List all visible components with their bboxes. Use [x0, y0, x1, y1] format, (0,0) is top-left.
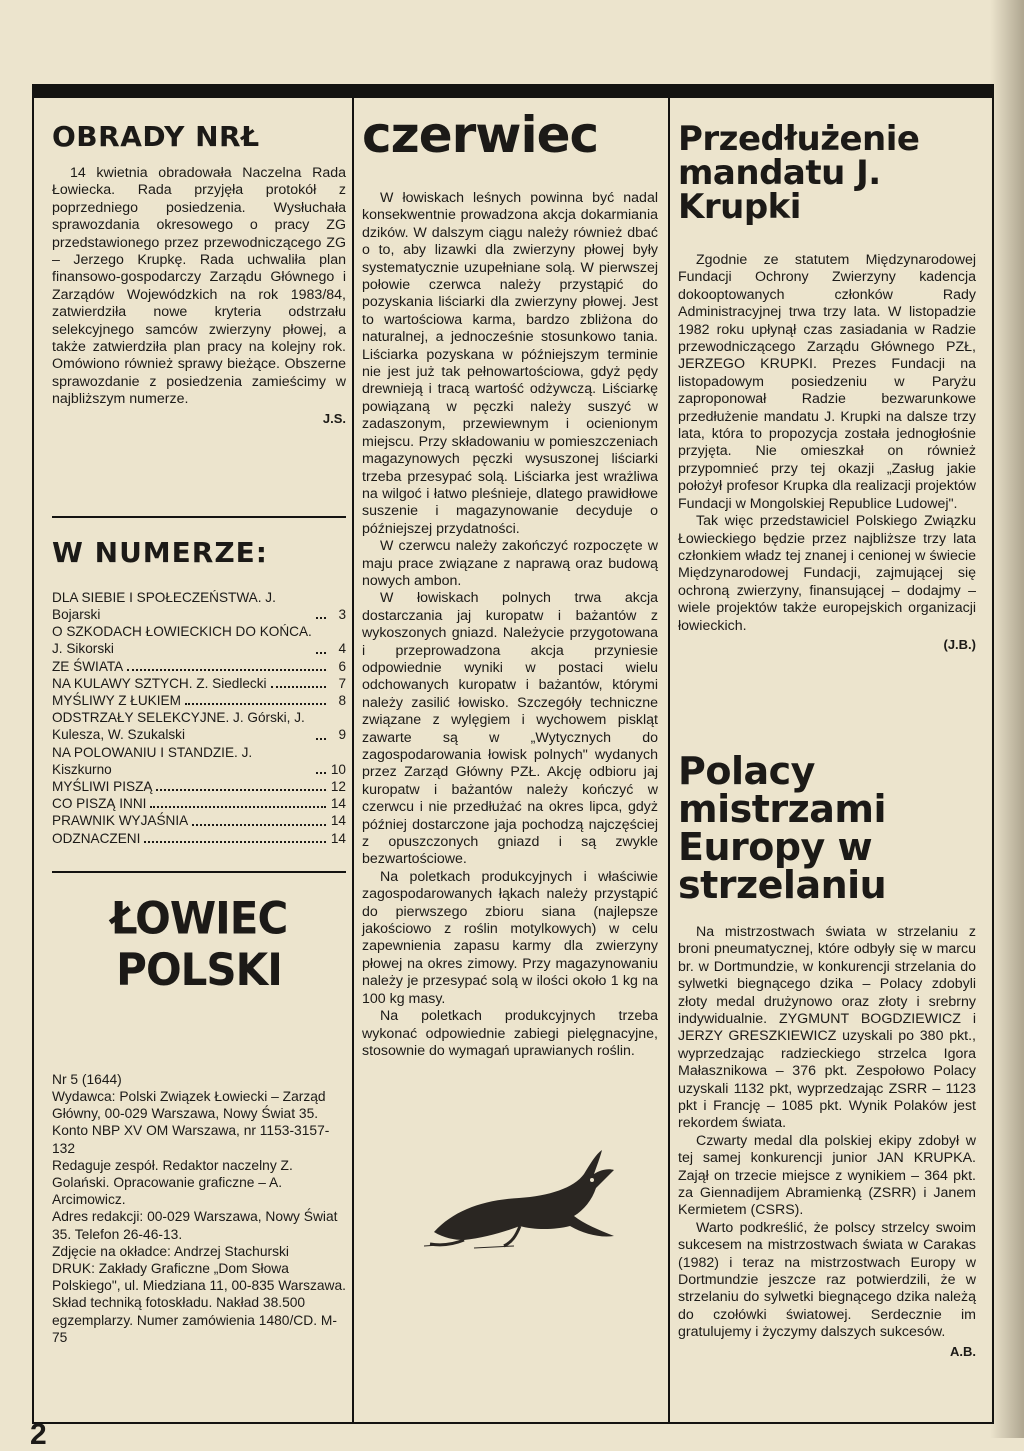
czerwiec-article: [362, 190, 658, 1060]
imprint-line: Zdjęcie na okładce: Andrzej Stachurski: [52, 1243, 289, 1259]
contents-item[interactable]: MYŚLIWI PISZĄ 12: [52, 778, 346, 794]
krupka-paragraph: Tak więc przedstawiciel Polskiego Związku Łowieckiego będzie przez najbliższe trzy lata członkiem władz tej znanej i cenionej w świecie Międzynarodowej Fundacji, zajmującej się ochroną zwierzyny, finansującej – dodajmy – wiele projektów także europejskich organizacji łowieckich.: [678, 513, 976, 634]
hare-drawing: [424, 1140, 634, 1250]
czerwiec-title: czerwiec: [362, 106, 599, 164]
left-column: [52, 108, 350, 1346]
contents-item[interactable]: CO PISZĄ INNI 14: [52, 796, 346, 812]
imprint-line: Nr 5 (1644): [52, 1071, 122, 1087]
krupka-title: Przedłużenie mandatu J. Krupki: [678, 119, 920, 227]
contents-item[interactable]: O SZKODACH ŁOWIECKICH DO KOŃCA. J. Sikorski 4: [52, 624, 346, 657]
krupka-signature: (J.B.): [943, 636, 976, 652]
czerwiec-paragraph: Na poletkach produkcyjnych trzeba wykonać odpowiednie zabiegi pielęgnacyjne, stosownie do wymagań uprawianych roślin.: [362, 1008, 658, 1059]
czerwiec-paragraph: W łowiskach polnych trwa akcja dostarczania jaj kuropatw i bażantów z wykoszonych gniazd. Należycie przygotowana i przeprowadzona akcja przyniesie odpowiednie wyniki w postaci wielu odchowanych kuropatw i bażantów, którymi należy zasilić łowisko. Szczegóły techniczne związane z wylęgiem i wychowem piskląt zawarte są w „Wytycznych do zagospodarowania łowisk polnych" wydanych przez Zarząd Główny PZŁ. Akcję odbioru jaj kuropatw i bażantów należy kończyć w czerwcu i nie przedłużać na okres lipca, gdyż później dostarczone jaja pochodzą najczęściej z opuszczonych gniazd i są zwykle bezwartościowe.: [362, 590, 658, 868]
hare-illustration: [424, 1140, 658, 1255]
polacy-paragraph: Czwarty medal dla polskiej ekipy zdobył w tej samej konkurencji junior JAN KRUPKA. Zajął on trzecie miejsce z wynikiem – 364 pkt. za Giennadijem Abramienką (ZSRR) i Janem Kermietem (CSRS).: [678, 1132, 976, 1219]
imprint-line: Konto NBP XV OM Warszawa, nr 1153-3157-132: [52, 1123, 330, 1156]
obrady-body: 14 kwietnia obradowała Naczelna Rada Łowiecka. Rada przyjęła protokół z poprzedniego posiedzenia. Wysłuchała sprawozdania okresowego o pracy ZG przedstawionego przez przewodniczącego ZG – Jerzego Krupkę. Rada uchwaliła plan finansowo-gospodarczy Zarządu Głównego i Zarządów Wojewódzkich na rok 1983/84, zatwierdziła nowe kryteria odstrzału selekcyjnego samców zwierzyny płowej, a także zatwierdziła plan pracy na kolejny rok. Omówiono również sprawy bieżące. Obszerne sprawozdanie z posiedzenia zamieścimy w najbliższym numerze.: [52, 165, 346, 408]
divider-before-contents: [52, 516, 346, 518]
contents-item[interactable]: PRAWNIK WYJAŚNIA 14: [52, 813, 346, 829]
imprint-line: Wydawca: Polski Związek Łowiecki – Zarząd Główny, 00-029 Warszawa, Nowy Świat 35.: [52, 1088, 330, 1122]
column-divider-right: [668, 96, 670, 1424]
middle-column: [362, 108, 658, 1255]
column-divider-left: [352, 96, 354, 1424]
divider-before-logo: [52, 871, 346, 873]
czerwiec-paragraph: W czerwcu należy zakończyć rozpoczęte w maju prace związane z naprawą oraz budową nowych ambon.: [362, 538, 658, 589]
polacy-signature: A.B.: [950, 1343, 976, 1359]
imprint-line: Redaguje zespół. Redaktor naczelny Z. Golański. Opracowanie graficzne – A. Arcimowicz.: [52, 1157, 297, 1208]
contents-item[interactable]: MYŚLIWY Z ŁUKIEM 8: [52, 692, 346, 708]
imprint-line: DRUK: Zakłady Graficzne „Dom Słowa Polskiego", ul. Miedziana 11, 00-835 Warszawa. Skład techniką fotoskładu. Nakład 38.500 egzemplarzy. Numer zamówienia 1480/CD. M-75: [52, 1260, 350, 1345]
contents-item[interactable]: ZE ŚWIATA 6: [52, 658, 346, 674]
contents-item[interactable]: ODZNACZENI 14: [52, 830, 346, 846]
polacy-article: [678, 924, 976, 1342]
right-column: [678, 108, 976, 1359]
krupka-article: [678, 252, 976, 635]
imprint: [52, 1071, 350, 1346]
imprint-line: Adres redakcji: 00-029 Warszawa, Nowy Świat 35. Telefon 26-46-13.: [52, 1209, 342, 1242]
polacy-paragraph: Na mistrzostwach świata w strzelaniu z broni pneumatycznej, które odbyły się w marcu br. w Dortmundzie, w konkurencji strzelania do sylwetki biegnącego dzika – Polacy zdobyli złoty medal drużynowo oraz złoty i srebrny indywidualnie. ZYGMUNT BOGDZIEWICZ i JERZY GRESZKIEWICZ uzyskali po 380 pkt., wyprzedzając radzieckiego strzelca Igora Małasznikowa – 376 pkt. Zespołowo Polacy uzyskali 1132 pkt, wyprzedzając ZSRR – 1123 pkt i Francję – 1085 pkt. Wynik Polaków jest rekordem świata.: [678, 923, 976, 1132]
page-number: 2: [30, 1418, 47, 1451]
contents-item[interactable]: NA POLOWANIU I STANDZIE. J. Kiszkurno 10: [52, 744, 346, 777]
krupka-paragraph: Zgodnie ze statutem Międzynarodowej Fundacji Ochrony Zwierzyny kadencja dokooptowanych członków Rady Administracyjnej trwa trzy lata. W listopadzie 1982 roku upłynął czas zasiadania w Radzie przewodniczącego Zarządu Głównego PZŁ, JERZEGO KRUPKI. Prezes Fundacji na listopadowym posiedzeniu w Paryżu zaproponował Radzie bezwarunkowe przedłużenie mandatu J. Krupki na dalsze trzy lata, która to propozycja została jednogłośnie przyjęta. Nie omieszkał on również przypomnieć przy tej okazji „Zasług jakie położył profesor Krupka dla realizacji projektów Fundacji w Mongolskiej Republice Ludowej".: [678, 252, 976, 512]
obrady-title: OBRADY NRŁ: [52, 120, 260, 153]
czerwiec-paragraph: W łowiskach leśnych powinna być nadal konsekwentnie prowadzona akcja dokarmiania dzików. W dalszym ciągu należy również dbać o to, aby lizawki dla zwierzyny płowej były systematycznie uzupełniane solą. W pierwszej połowie czerwca należy przystąpić do pozyskania liściarki dla zwierzyny płowej. Jest to wartościowa karma, bardzo zbliżona do naturalnej, a jednocześnie stosunkowo tania. Liściarka pozyskana w późniejszym terminie nie jest już tak pełnowartościowa, gdyż pędy drewnieją i tracą wartość odżywczą. Liściarkę powiązaną w pęczki należy suszyć w zadaszonym, przewiewnym i ocienionym miejscu. Przy składowaniu w pomieszczeniach magazynowych pęczki wysuszonej liściarki trzeba przesypać solą. Liściarka jest wrażliwa na wilgoć i łatwo pleśnieje, dlatego prawidłowe suszenie i magazynowanie decyduje o późniejszej przydatności.: [362, 190, 658, 537]
polacy-paragraph: Warto podkreślić, że polscy strzelcy swoim sukcesem na mistrzostwach świata w Carakas (1982) i teraz na mistrzostwach Europy w Dortmundzie jeszcze raz potwierdzili, że w strzelaniu do sylwetki biegnącego dzika należą do czołówki światowej. Serdecznie im gratulujemy i życzymy dalszych sukcesów.: [678, 1219, 976, 1341]
contents-list: [52, 589, 346, 847]
contents-item[interactable]: NA KULAWY SZTYCH. Z. Siedlecki 7: [52, 675, 346, 691]
czerwiec-paragraph: Na poletkach produkcyjnych i właściwie zagospodarowanych łąkach należy przystąpić do pierwszego zbioru siana (najlepsze jakościowo z roślin motylkowych) w celu zapewnienia zapasu karmy dla zwierzyny płowej na okres zimowy. Przy magazynowaniu należy je przesypać solą w ilości około 1 kg na 100 kg masy.: [362, 868, 658, 1007]
magazine-logo: ŁOWIEC POLSKI: [110, 892, 288, 996]
contents-item[interactable]: DLA SIEBIE I SPOŁECZEŃSTWA. J. Bojarski 3: [52, 589, 346, 622]
contents-item[interactable]: ODSTRZAŁY SELEKCYJNE. J. Górski, J. Kulesza, W. Szukalski 9: [52, 710, 346, 743]
page-edge-shadow: [990, 0, 1024, 1438]
polacy-title: Polacy mistrzami Europy w strzelaniu: [678, 748, 887, 907]
contents-title: W NUMERZE:: [52, 535, 268, 569]
obrady-signature: J.S.: [322, 410, 346, 426]
